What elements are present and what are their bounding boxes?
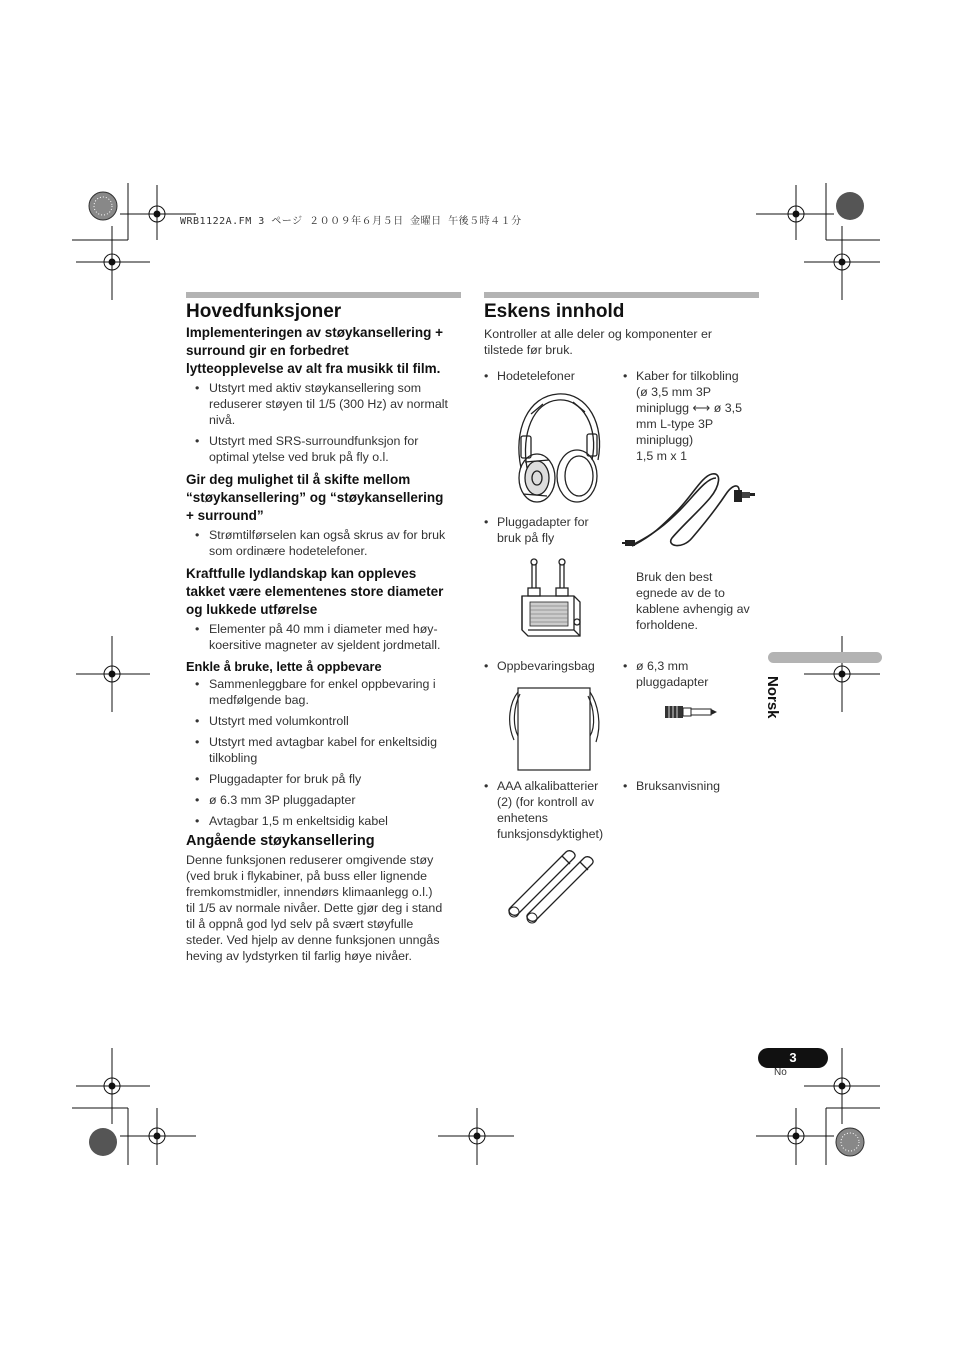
feature-group [186, 471, 476, 559]
svg-text:Norsk: Norsk [764, 676, 781, 719]
cable-note: Bruk den best egnede av de to kablene avhengig av forholdene. [636, 570, 750, 632]
plug-adapter-illustration [518, 554, 588, 644]
item-storage-bag: • Oppbevaringsbag [484, 659, 595, 673]
feature-group [186, 324, 476, 465]
feature-heading: Implementeringen av støykansellering + surround gir en forbedret lytteopplevelse av alt fra musikk til film. [186, 325, 443, 376]
double-arrow-icon: ⟷ [692, 401, 711, 415]
list-item: • Utstyrt med aktiv støykansellering som reduserer støyen til 1/5 (300 Hz) av normalt nivå. [186, 380, 476, 428]
batteries-illustration [504, 848, 604, 928]
item-cables: • Kaber for tilkobling (ø 3,5 mm 3P miniplugg ⟷ ø 3,5 mm L-type 3P miniplugg) 1,5 m x 1 [623, 369, 742, 463]
language-tab-label [762, 676, 784, 736]
item-batteries: • AAA alkalibatterier (2) (for kontroll av enhetens funksjonsdyktighet) [484, 779, 604, 841]
item-6-3mm-adapter: • ø 6,3 mm pluggadapter [623, 659, 709, 689]
list-item: • Utstyrt med SRS-surroundfunksjon for optimal ytelse ved bruk på fly o.l. [186, 433, 476, 465]
section-bar-right [484, 292, 759, 298]
features-list [186, 324, 476, 834]
headphones-illustration [503, 390, 613, 510]
list-item: • ø 6.3 mm 3P pluggadapter [186, 792, 476, 808]
list-item: • Sammenleggbare for enkel oppbevaring i medfølgende bag. [186, 676, 476, 708]
page-language-code: No [774, 1067, 787, 1078]
feature-heading: Enkle å bruke, lette å oppbevare [186, 659, 382, 674]
box-contents-intro: Kontroller at alle deler og komponenter er tilstede før bruk. [484, 327, 712, 357]
language-tab-bar [768, 652, 882, 663]
print-info-line: WRB1122A.FM 3 ページ ２００９年６月５日 金曜日 午後５時４１分 [180, 216, 522, 227]
feature-heading: Kraftfulle lydlandskap kan oppleves takket være elementenes store diameter og lukkede utførelse [186, 566, 444, 617]
6-3mm-adapter-illustration [663, 703, 723, 723]
list-item: • Strømtilførselen kan også skrus av for bruk som ordinære hodetelefoner. [186, 527, 476, 559]
storage-bag-illustration [508, 682, 618, 772]
feature-group [186, 658, 476, 829]
section-title-box-contents: Eskens innhold [484, 301, 625, 322]
list-item: • Elementer på 40 mm i diameter med høy- koersitive magneter av sjeldent jordmetall. [186, 621, 476, 653]
cable-illustration [622, 466, 762, 556]
section-bar-left [186, 292, 461, 298]
list-item: • Avtagbar 1,5 m enkeltsidig kabel [186, 813, 476, 829]
feature-bullets [186, 527, 476, 559]
feature-bullets [186, 676, 476, 829]
item-headphones: • Hodetelefoner [484, 369, 575, 383]
item-manual: • Bruksanvisning [623, 779, 721, 793]
noise-cancel-text: Denne funksjonen reduserer omgivende støy (ved bruk i flykabiner, på buss eller lignende fremkomstmidler, innendørs klimaanlegg o.l.) til 1/5 av normale nivåer. Dette gjør deg i stand til å oppnå god lyd selv på svært støyfulle steder. Ved hjelp av denne funksjonen unngås heving av lydstyrken til farlig høye nivåer. [186, 853, 443, 963]
feature-group [186, 565, 476, 653]
section-title-main-features: Hovedfunksjoner [186, 301, 342, 322]
list-item: • Utstyrt med volumkontroll [186, 713, 476, 729]
list-item: • Pluggadapter for bruk på fly [186, 771, 476, 787]
noise-cancel-heading: Angående støykansellering [186, 833, 375, 849]
feature-bullets [186, 621, 476, 653]
list-item: • Utstyrt med avtagbar kabel for enkeltsidig tilkobling [186, 734, 476, 766]
page-number-badge: 3 [758, 1048, 828, 1068]
feature-bullets [186, 380, 476, 465]
feature-heading: Gir deg mulighet til å skifte mellom “støykansellering” og “støykansellering + surround” [186, 472, 444, 523]
item-plug-adapter: • Pluggadapter for bruk på fly [484, 515, 589, 545]
